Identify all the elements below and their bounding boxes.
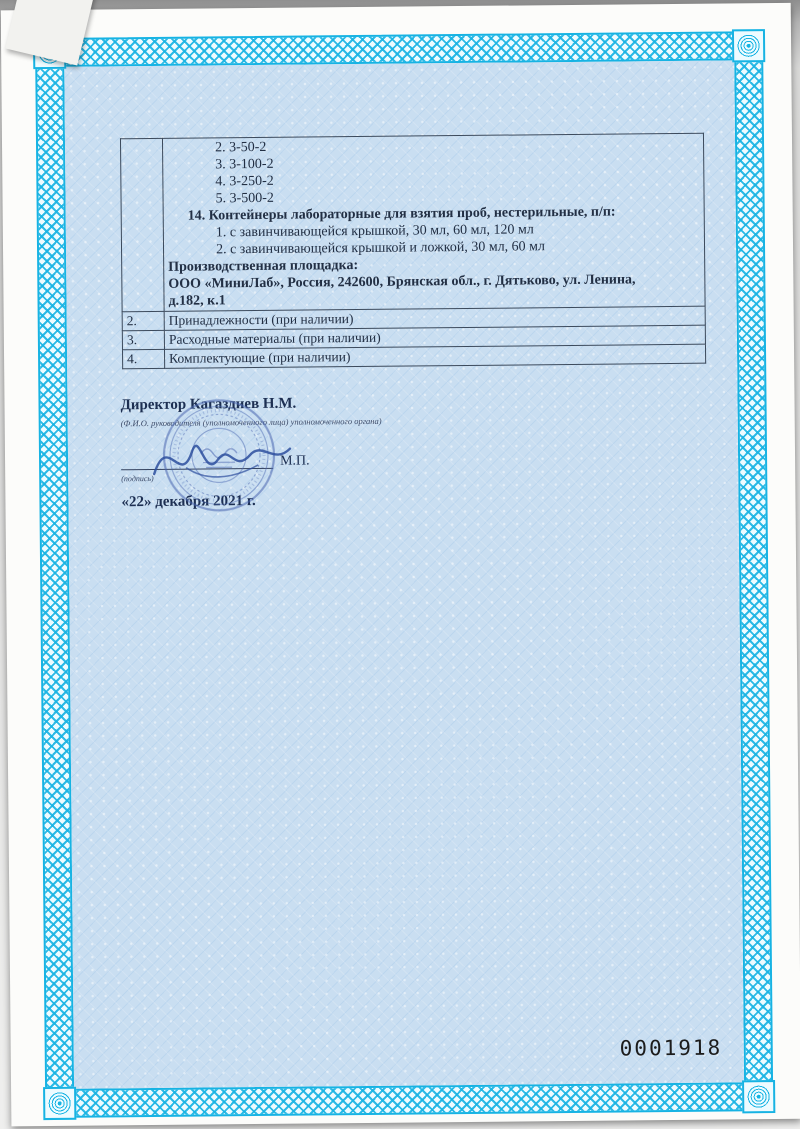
list-item: 2. 3-50-2: [214, 139, 267, 156]
director-name: Директор Кагаздиев Н.М.: [120, 395, 297, 414]
document-date: «22» декабря 2021 г.: [121, 493, 256, 511]
seal-placeholder-label: М.П.: [279, 453, 310, 469]
table-row-continuation: [120, 133, 705, 312]
item14-subitem: 1. с завинчивающейся крышкой, 30 мл, 60 мл, 120 мл: [215, 222, 534, 241]
list-item: 5. 3-500-2: [215, 190, 274, 207]
border-rosette-bottom-left: [43, 1087, 76, 1120]
row-number-cell: 2.: [122, 311, 164, 330]
border-rosette-top-right: [732, 29, 765, 62]
row-number-cell: [120, 138, 164, 311]
row-content-cell: [162, 133, 705, 311]
row-number-cell: 4.: [122, 349, 164, 368]
row-label-cell: Комплектующие (при наличии): [164, 344, 705, 368]
production-site-label: Производственная площадка:: [168, 258, 359, 275]
border-rosette-bottom-right: [742, 1080, 775, 1113]
row-label-cell: Расходные материалы (при наличии): [164, 325, 705, 349]
production-site-value: ООО «МиниЛаб», Россия, 242600, Брянская обл., г. Дятьково, ул. Ленина, д.182, к.1: [168, 272, 636, 309]
signature: [146, 421, 297, 494]
list-item: 3. 3-100-2: [215, 156, 274, 173]
signature-caption: (подпись): [121, 473, 154, 484]
items-table: [120, 133, 706, 370]
scanned-sheet: [1, 3, 800, 1127]
serial-number: 0001918: [619, 1035, 723, 1061]
director-note: (Ф.И.О. руководителя (уполномоченного лица) уполномоченного органа): [120, 415, 382, 429]
item14-title: 14. Контейнеры лабораторные для взятия проб, нестерильные, п/п:: [187, 204, 616, 224]
item14-subitem: 2. с завинчивающейся крышкой и ложкой, 30 мл, 60 мл: [215, 239, 546, 258]
row-number-cell: 3.: [122, 330, 164, 349]
list-item: 4. 3-250-2: [215, 173, 274, 190]
row-label-cell: Принадлежности (при наличии): [164, 306, 705, 330]
document-body: [64, 60, 744, 1088]
